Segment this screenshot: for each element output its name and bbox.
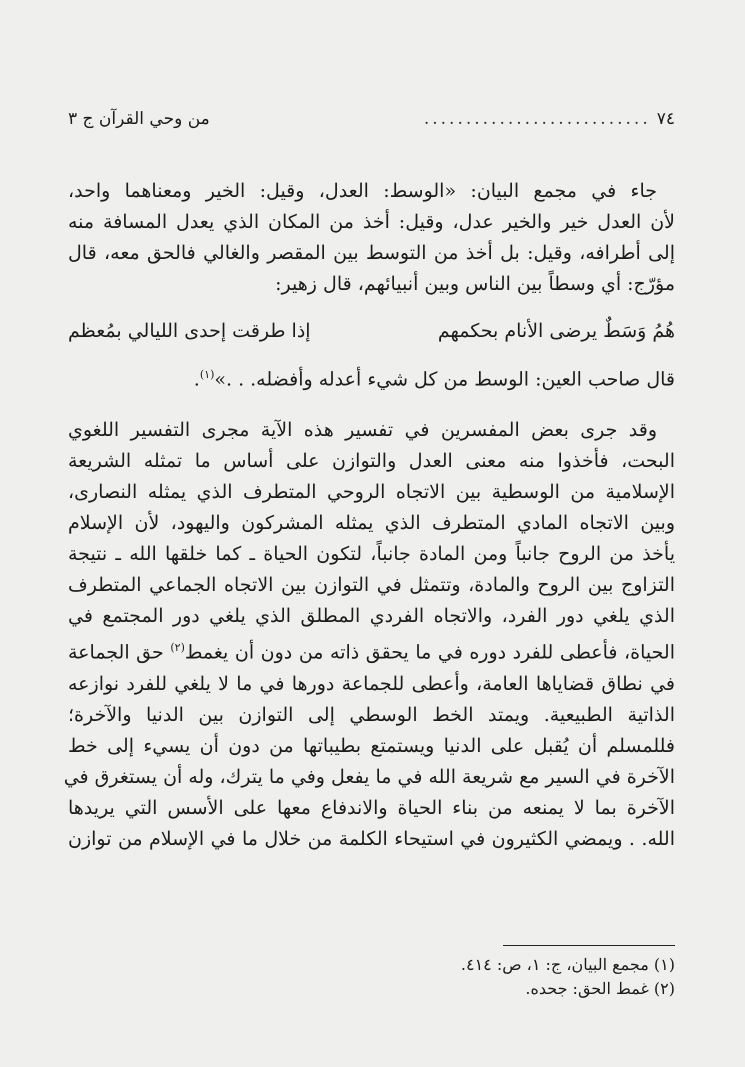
text-line: في نطاق قضاياها العامة، وأعطى للجماعة دورها في ما لا يلغي للفرد نوازعه: [68, 672, 675, 695]
page-number: ٧٤: [656, 109, 675, 129]
footnote-2: (٢) غمط الحق: جحده.: [525, 979, 675, 998]
quote-end-text: قال صاحب العين: الوسط من كل شيء أعدله وأفضله. . .»: [214, 368, 675, 391]
text-line: الإسلامية من الوسطية بين الاتجاه الروحي المتطرف الذي يمثله النصارى،: [68, 481, 675, 504]
text-line: البحت، فأخذوا منه معنى العدل والتوازن على أساس ما تمثله الشريعة: [68, 450, 675, 473]
paragraph-gap: [68, 395, 675, 415]
footnote-ref-1: (١): [199, 368, 215, 381]
text-line: الآخرة بما لا يمنعه من بناء الحياة والاندفاع معها على الأسس التي يريدها: [68, 796, 675, 819]
footnote-separator: [503, 945, 675, 946]
paragraph-2: [63, 415, 675, 854]
verse-first-hemistich: هُمُ وَسَطٌ يرضى الأنام بحكمهم: [437, 320, 675, 342]
poetry-verse: [68, 316, 675, 347]
footnotes: [300, 953, 675, 1001]
text-line: لأن العدل خير والخير عدل، وقيل: أخذ من المكان الذي يعدل المسافة منه: [68, 211, 675, 233]
paragraph-1: [68, 176, 675, 300]
text-line: الذي يلغي دور الفرد، والاتجاه الفردي المطلق الذي يلغي دور المجتمع في: [68, 605, 675, 628]
paragraph-1-end: [68, 359, 675, 395]
text-line: جاء في مجمع البيان: «الوسط: العدل، وقيل: الخير ومعناهما واحد،: [68, 180, 657, 202]
text-line: وقد جرى بعض المفسرين في تفسير هذه الآية مجرى التفسير اللغوي: [68, 419, 657, 442]
text-line: الله. . ويمضي الكثيرون في استيحاء الكلمة من خلال ما في الإسلام من توازن: [68, 827, 675, 850]
text-line: الذاتية الطبيعية. ويمتد الخط الوسطي إلى التوازن بين الدنيا والآخرة؛: [68, 703, 675, 726]
header-dots: ...........................: [423, 109, 651, 129]
book-title: من وحي القرآن ج ٣: [68, 109, 210, 129]
text-line: فللمسلم أن يُقبل على الدنيا ويستمتع بطيباتها من دون أن يسيء إلى خط: [68, 734, 675, 757]
verse-second-hemistich: إذا طرقت إحدى الليالي بمُعظم: [68, 320, 311, 342]
page-body: [63, 176, 675, 855]
text-line: إلى أطرافه، وقيل: بل أخذ من التوسط بين المقصر والغالي فالحق معه، قال: [68, 242, 675, 264]
footnote-1: (١) مجمع البيان، ج: ١، ص: ٤١٤.: [460, 955, 675, 974]
text-line: [68, 632, 675, 668]
text-segment: الحياة، فأعطى للفرد دوره في ما يحقق ذاته من دون أن يغمط: [184, 641, 675, 664]
text-line: يأخذ من الروح جانباً ومن المادة جانباً، لتكون الحياة ـ كما خلقها الله ـ نتيجة: [68, 543, 675, 566]
footnote-ref-2: (٢): [170, 641, 185, 655]
running-header: [68, 104, 675, 134]
text-line: قال صاحب العين: الوسط من كل شيء أعدله وأفضله. . .»$^{(١)}$.: [193, 368, 675, 391]
text-line: مؤرّج: أي وسطاً بين الناس وبين أنبيائهم، قال زهير:: [275, 273, 675, 295]
text-line: وبين الاتجاه المادي المتطرف الذي يمثله المشركون واليهود، لأن الإسلام: [68, 512, 675, 535]
text-line: التزاوج بين الروح والمادة، وتتمثل في التوازن بين الاتجاه الجماعي المتطرف: [68, 574, 675, 597]
text-line: الآخرة في السير مع شريعة الله في ما يفعل وفي ما يترك، وله أن يستغرق في: [63, 765, 675, 788]
text-segment: حق الجماعة: [68, 641, 171, 664]
